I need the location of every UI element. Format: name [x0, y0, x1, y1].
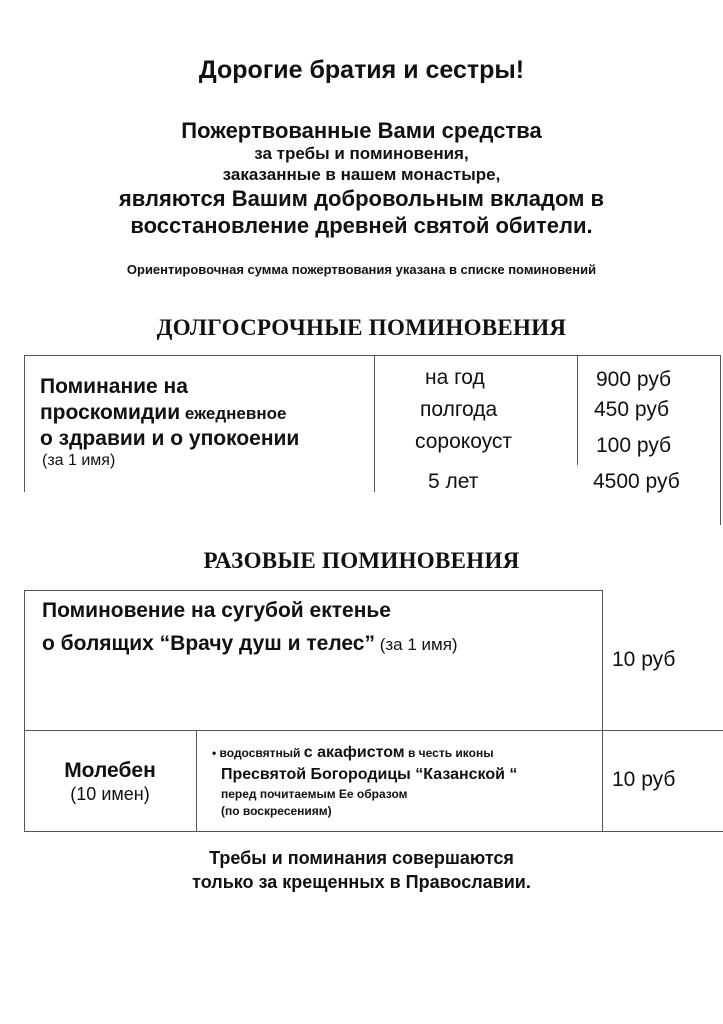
donation-line-4: являются Вашим добровольным вкладом в [118, 186, 605, 211]
moleben-col-divider [196, 730, 197, 831]
moleben-desc-line2: Пресвятой Богородицы “Казанской “ [221, 766, 518, 783]
moleben-title: Молебен [64, 759, 156, 782]
donation-line-2: за требы и поминовения, [254, 144, 469, 163]
one-time-top-border [24, 590, 602, 591]
donation-line-3: заказанные в нашем монастыре, [222, 165, 501, 184]
long-term-divider-1 [374, 355, 375, 492]
price-5-years: 4500 руб [593, 470, 680, 493]
one-time-price-divider [602, 590, 603, 832]
long-term-left-border [24, 355, 25, 492]
moleben-price: 10 руб [612, 768, 676, 791]
period-5-years: 5 лет [428, 470, 479, 493]
price-year: 900 руб [596, 368, 672, 391]
ektenia-line2-rest: (за 1 имя) [375, 635, 458, 654]
price-sorokoust: 100 руб [596, 434, 672, 457]
donation-line-1: Пожертвованные Вами средства [181, 118, 542, 143]
long-term-item-line3: о здравии и о упокоении [40, 427, 300, 450]
moleben-desc-line4: (по воскресениям) [221, 804, 332, 818]
moleben-desc-a: водосвятный [219, 746, 301, 760]
long-term-right-border [720, 355, 721, 525]
ektenia-price: 10 руб [612, 648, 676, 671]
one-time-row-divider [24, 730, 723, 731]
moleben-subtitle: (10 имен) [70, 784, 150, 804]
moleben-desc-c: в честь иконы [407, 746, 494, 760]
period-half-year: полгода [420, 398, 498, 421]
bullet-icon: • [212, 746, 217, 760]
greeting-heading: Дорогие братия и сестры! [198, 56, 525, 84]
donation-line-5: восстановление древней святой обители. [130, 213, 593, 238]
one-time-bottom-border [24, 831, 723, 832]
price-half-year: 450 руб [594, 398, 670, 421]
long-term-item-line2 [40, 400, 286, 427]
one-time-title: РАЗОВЫЕ ПОМИНОВЕНИЯ [203, 548, 520, 573]
donation-note: Ориентировочная сумма пожертвования указана в списке поминовений [126, 262, 597, 277]
footer-line1: Требы и поминания совершаются [209, 848, 514, 868]
ektenia-line2-bold: о болящих “Врачу душ и телес” [42, 632, 375, 655]
period-sorokoust: сорокоуст [415, 430, 513, 453]
long-term-top-border [24, 355, 721, 356]
ektenia-line2 [42, 631, 458, 658]
period-year: на год [425, 366, 485, 389]
long-term-item-line2-bold: проскомидии [40, 401, 181, 424]
ektenia-line1: Поминовение на сугубой ектенье [42, 599, 391, 622]
moleben-desc-b: с акафистом [303, 744, 405, 761]
long-term-item-line1: Поминание на [40, 375, 188, 398]
long-term-title: ДОЛГОСРОЧНЫЕ ПОМИНОВЕНИЯ [156, 315, 567, 340]
moleben-desc-line3: перед почитаемым Ее образом [221, 787, 408, 801]
long-term-item-line2-rest: ежедневное [180, 404, 287, 423]
footer-line2: только за крещенных в Православии. [192, 872, 531, 892]
moleben-desc-line1 [212, 744, 493, 762]
long-term-divider-2 [577, 355, 578, 465]
long-term-item-line4: (за 1 имя) [42, 452, 116, 469]
